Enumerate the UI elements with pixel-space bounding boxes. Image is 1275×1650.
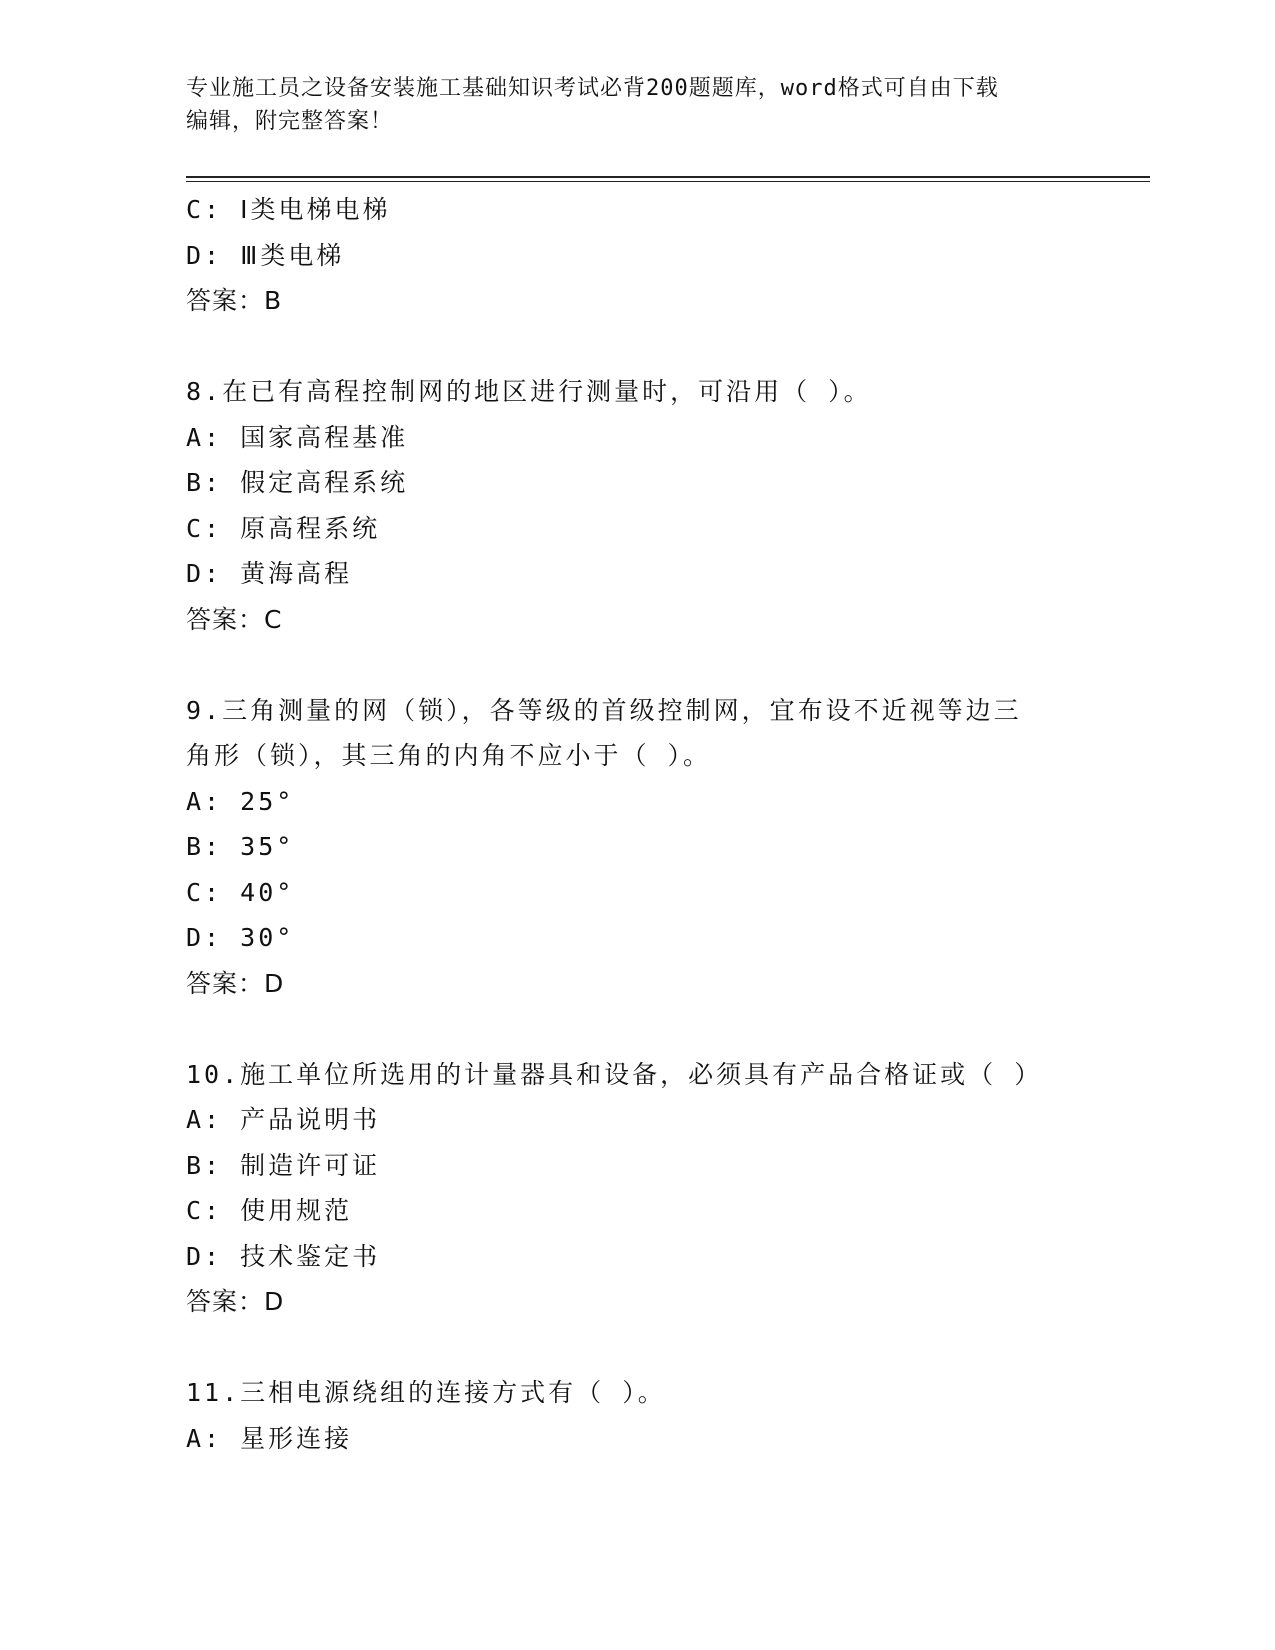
- question-text-line-1: 9.三角测量的网（锁），各等级的首级控制网，宜布设不近视等边三: [186, 695, 1022, 725]
- answer-line: 答案：C: [186, 604, 283, 634]
- option-b: B: 制造许可证: [186, 1150, 381, 1180]
- question-text: 10.施工单位所选用的计量器具和设备，必须具有产品合格证或（ ）: [186, 1059, 1043, 1089]
- question-9: [186, 688, 1086, 1007]
- spacer: [186, 1006, 1086, 1052]
- question-text: 11.三相电源绕组的连接方式有（ ）。: [186, 1378, 666, 1407]
- option-a: A: 国家高程基准: [186, 422, 409, 452]
- option-b: B: 35°: [186, 832, 295, 861]
- answer-line: 答案：D: [186, 968, 285, 998]
- option-c: C: 使用规范: [186, 1196, 353, 1225]
- option-d: D: Ⅲ类电梯: [186, 240, 345, 270]
- option-d: D: 技术鉴定书: [186, 1241, 381, 1271]
- question-text-line-2: 角形（锁），其三角的内角不应小于（ ）。: [186, 741, 712, 770]
- header-divider-thin: [186, 181, 1150, 182]
- question-text: 8.在已有高程控制网的地区进行测量时，可沿用（ ）。: [186, 377, 872, 406]
- answer-line: 答案：B: [186, 286, 283, 315]
- option-d: D: 黄海高程: [186, 559, 353, 588]
- question-list: [186, 187, 1086, 1461]
- question-10: [186, 1052, 1086, 1325]
- spacer: [186, 324, 1086, 370]
- header-divider-thick: [186, 176, 1150, 178]
- option-c: C: 原高程系统: [186, 513, 381, 543]
- option-a: A: 25°: [186, 786, 295, 816]
- question-fragment: [186, 187, 1086, 324]
- option-c: C: 40°: [186, 877, 295, 907]
- option-c: C: Ⅰ类电梯电梯: [186, 195, 391, 224]
- option-a: A: 星形连接: [186, 1423, 353, 1453]
- question-11: [186, 1370, 1086, 1461]
- option-a: A: 产品说明书: [186, 1105, 381, 1134]
- spacer: [186, 1325, 1086, 1371]
- header-title-line-1: 专业施工员之设备安装施工基础知识考试必背200题题库，word格式可自由下载: [186, 76, 999, 101]
- spacer: [186, 642, 1086, 688]
- question-8: [186, 369, 1086, 642]
- option-b: B: 假定高程系统: [186, 468, 409, 497]
- header-title-line-2: 编辑，附完整答案！: [186, 109, 394, 134]
- answer-line: 答案：D: [186, 1287, 285, 1316]
- option-d: D: 30°: [186, 923, 295, 952]
- document-header: [186, 72, 1086, 138]
